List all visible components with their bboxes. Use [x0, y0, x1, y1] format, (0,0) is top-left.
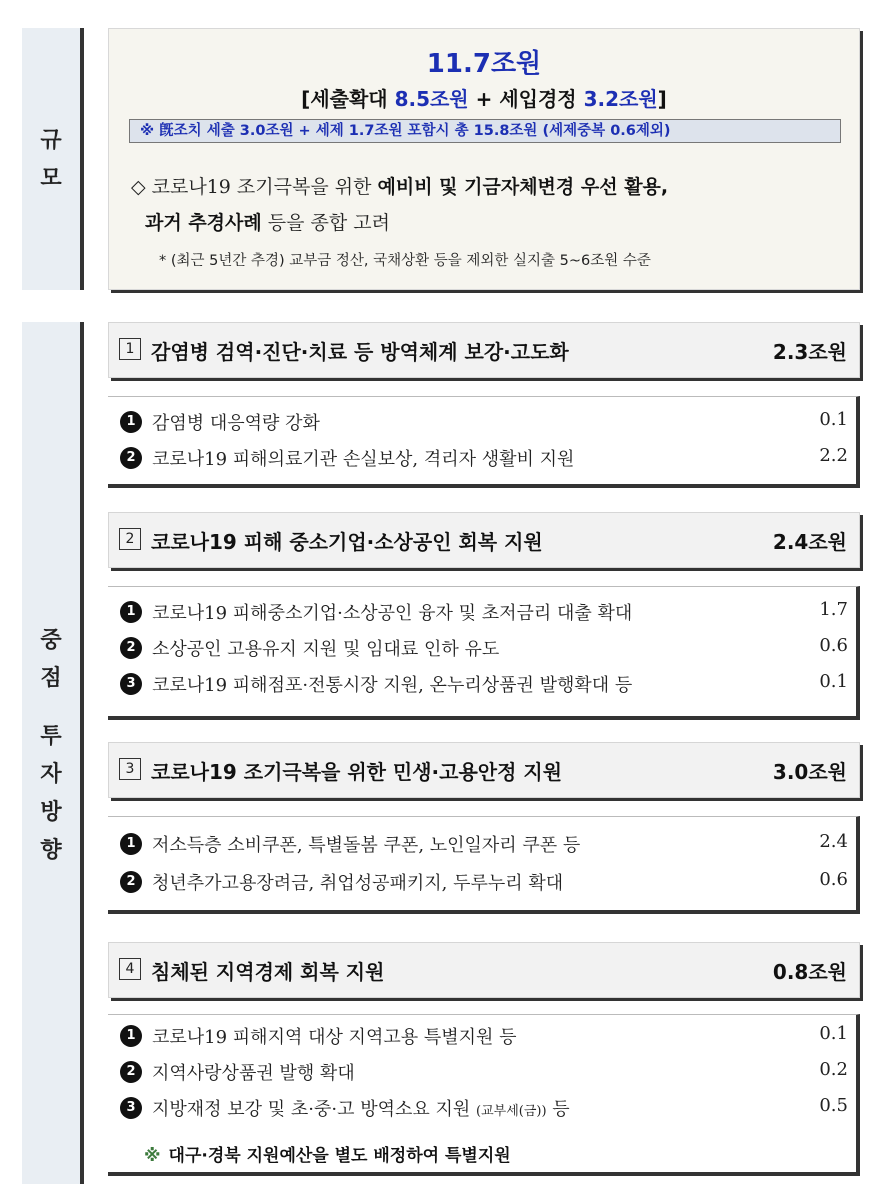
scale-breakdown — [109, 83, 859, 112]
item-value: 2.2 — [819, 445, 848, 466]
item-text: 소상공인 고용유지 지원 및 임대료 인하 유도 — [152, 639, 500, 660]
section-header-2 — [108, 512, 860, 568]
scale-total: 11.7조원 — [426, 49, 542, 79]
item-text: 코로나19 피해의료기관 손실보상, 격리자 생활비 지원 — [152, 449, 575, 470]
section-amount: 2.4조원 — [772, 530, 847, 554]
section-body-2 — [108, 586, 860, 720]
side-char: 점 — [40, 666, 62, 691]
list-item — [120, 407, 856, 439]
list-item — [120, 669, 856, 701]
bullet-number: 1 — [120, 1025, 142, 1047]
section-title: 코로나19 조기극복을 위한 민생·고용안정 지원 — [151, 760, 563, 784]
item-text-tail: 등 — [552, 1099, 570, 1120]
section-title: 코로나19 피해 중소기업·소상공인 회복 지원 — [151, 530, 543, 554]
bullet-number: 2 — [120, 871, 142, 893]
section-body-1 — [108, 396, 860, 488]
item-value: 0.5 — [819, 1095, 848, 1116]
desc-prefix: ◇ 코로나19 조기극복을 위한 — [131, 176, 372, 198]
list-item — [120, 1021, 856, 1053]
section-amount: 0.8조원 — [772, 960, 847, 984]
item-value: 0.1 — [819, 1023, 848, 1044]
scale-side-label — [22, 28, 84, 290]
section-title: 침체된 지역경제 회복 지원 — [151, 960, 385, 984]
bullet-number: 1 — [120, 601, 142, 623]
side-char: 자 — [40, 762, 62, 787]
bullet-number: 1 — [120, 411, 142, 433]
list-item — [120, 1057, 856, 1089]
scale-description — [131, 169, 851, 241]
bullet-number: 2 — [120, 1061, 142, 1083]
scale-box — [108, 28, 860, 290]
side-char: 모 — [40, 166, 62, 191]
breakdown-revenue: 3.2조원 — [583, 87, 658, 111]
scale-note: ※ 旣조치 세출 3.0조원 + 세제 1.7조원 포함시 총 15.8조원 (세제중복 0.6제외) — [129, 119, 841, 143]
bullet-number: 2 — [120, 447, 142, 469]
bullet-number: 3 — [120, 673, 142, 695]
desc-bold-2: 과거 추경사례 — [145, 212, 262, 234]
list-item — [120, 867, 856, 899]
side-char: 투 — [40, 724, 62, 749]
list-item — [120, 1093, 856, 1125]
item-text: 코로나19 피해점포·전통시장 지원, 온누리상품권 발행확대 등 — [152, 675, 633, 696]
item-value: 0.2 — [819, 1059, 848, 1080]
scale-footnote: * (최근 5년간 추경) 교부금 정산, 국채상환 등을 제외한 실지출 5~6조원 수준 — [159, 253, 651, 269]
special-note — [144, 1141, 511, 1166]
item-text-main: 지방재정 보강 및 초·중·고 방역소요 지원 — [152, 1099, 471, 1120]
item-value: 0.6 — [819, 635, 848, 656]
section-body-3 — [108, 816, 860, 914]
item-text-small: (교부세(금)) — [476, 1104, 547, 1119]
item-text: 지역사랑상품권 발행 확대 — [152, 1063, 355, 1084]
item-value: 1.7 — [819, 599, 848, 620]
section-number: 3 — [119, 758, 141, 780]
bullet-number: 1 — [120, 833, 142, 855]
section-header-1 — [108, 322, 860, 378]
side-char: 중 — [40, 628, 62, 653]
section-header-3 — [108, 742, 860, 798]
list-item — [120, 829, 856, 861]
item-text — [152, 1095, 570, 1121]
side-char: 향 — [40, 838, 62, 863]
breakdown-mid: + 세입경정 — [475, 87, 577, 111]
desc-bold-1: 예비비 및 기금자체변경 우선 활용, — [377, 176, 669, 198]
section-number: 1 — [119, 338, 141, 360]
item-text: 청년추가고용장려금, 취업성공패키지, 두루누리 확대 — [152, 873, 564, 894]
item-text: 감염병 대응역량 강화 — [152, 413, 320, 434]
item-value: 0.6 — [819, 869, 848, 890]
section-amount: 3.0조원 — [772, 760, 847, 784]
section-number: 4 — [119, 958, 141, 980]
section-header-4 — [108, 942, 860, 998]
desc-suffix: 등을 종합 고려 — [267, 212, 391, 234]
item-value: 0.1 — [819, 671, 848, 692]
bullet-number: 3 — [120, 1097, 142, 1119]
item-value: 2.4 — [819, 831, 848, 852]
item-text: 저소득층 소비쿠폰, 특별돌봄 쿠폰, 노인일자리 쿠폰 등 — [152, 835, 581, 856]
section-body-4 — [108, 1014, 860, 1176]
side-char: 규 — [40, 128, 62, 153]
special-text: 대구·경북 지원예산을 별도 배정하여 특별지원 — [168, 1146, 511, 1166]
section-title: 감염병 검역·진단·치료 등 방역체계 보강·고도화 — [151, 340, 569, 364]
item-text: 코로나19 피해지역 대상 지역고용 특별지원 등 — [152, 1027, 517, 1048]
list-item — [120, 633, 856, 665]
breakdown-prefix: [세출확대 — [301, 87, 388, 111]
list-item — [120, 597, 856, 629]
item-text: 코로나19 피해중소기업·소상공인 융자 및 초저금리 대출 확대 — [152, 603, 633, 624]
bullet-number: 2 — [120, 637, 142, 659]
side-char: 방 — [40, 800, 62, 825]
section-amount: 2.3조원 — [772, 340, 847, 364]
list-item — [120, 443, 856, 475]
focus-side-label — [22, 322, 84, 1184]
section-number: 2 — [119, 528, 141, 550]
breakdown-spending: 8.5조원 — [394, 87, 469, 111]
note-mark-icon: ※ — [144, 1146, 161, 1166]
item-value: 0.1 — [819, 409, 848, 430]
breakdown-suffix: ] — [657, 87, 667, 111]
